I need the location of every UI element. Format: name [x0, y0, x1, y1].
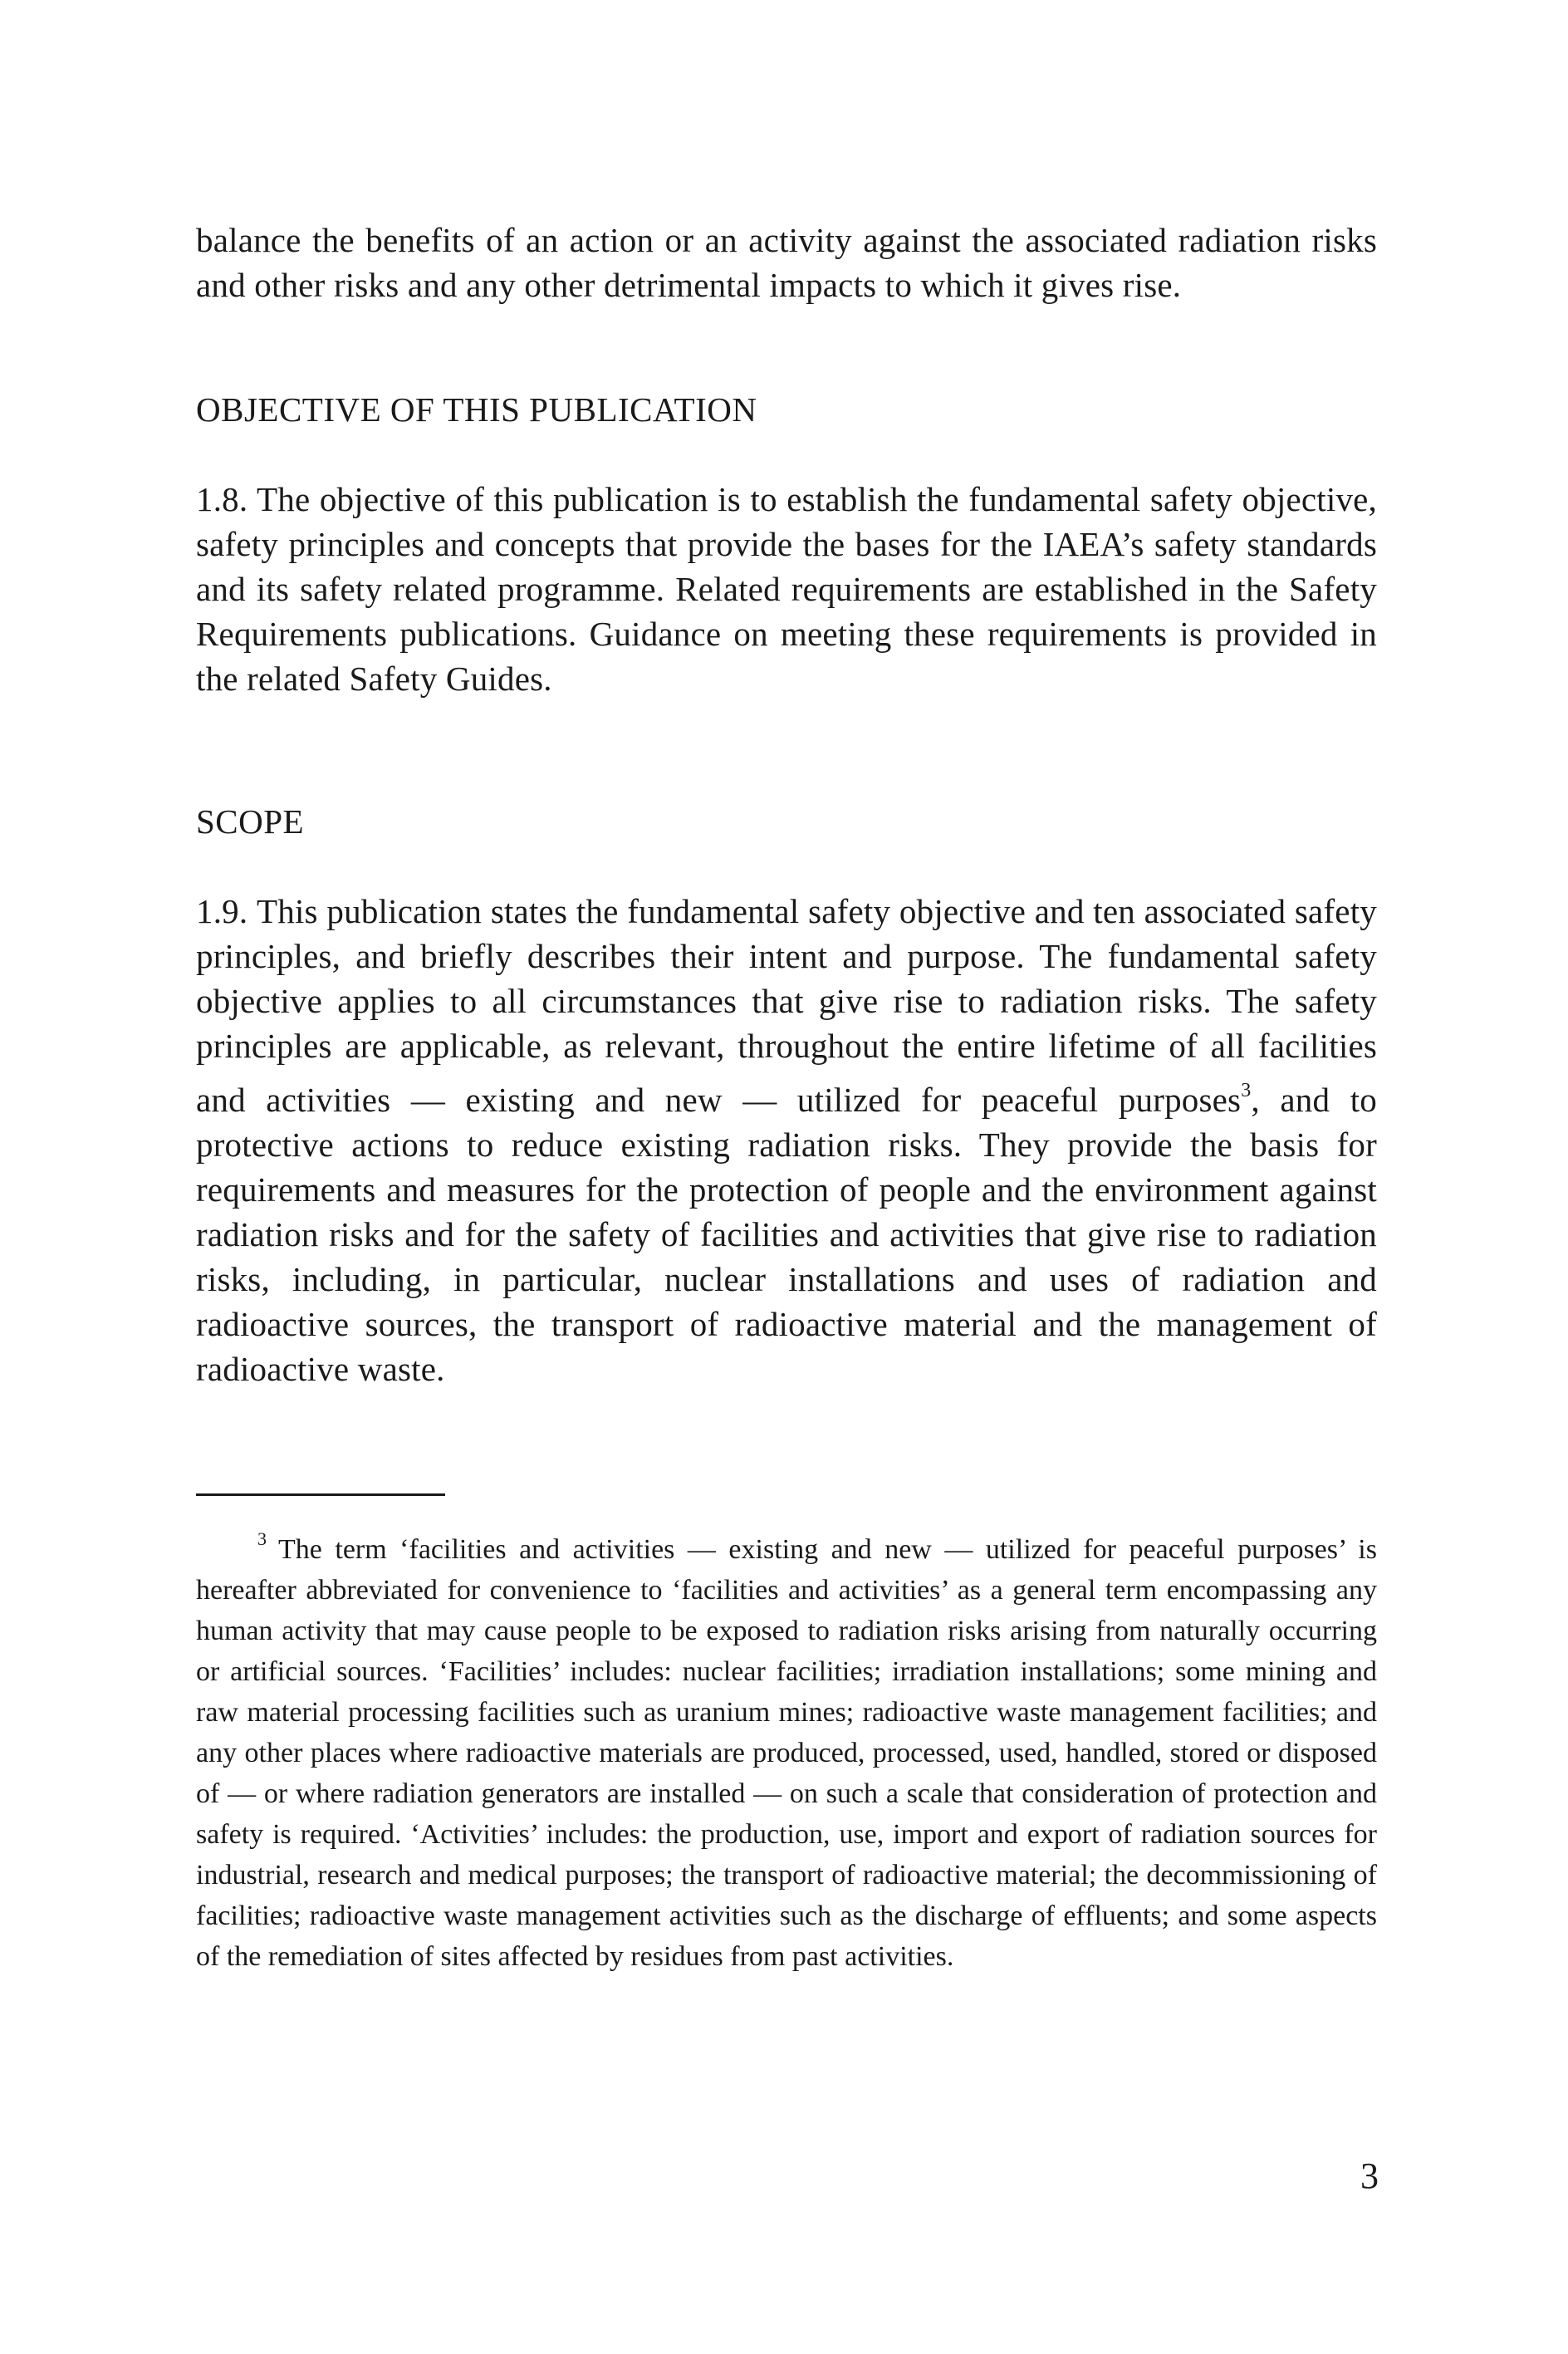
section-scope-paragraph-block	[196, 889, 1377, 1391]
footnote-divider	[196, 1493, 445, 1496]
section-objective-heading-block	[196, 387, 1377, 432]
footnote-3	[196, 1518, 1377, 1977]
intro-paragraph: balance the benefits of an action or an activity against the associated radiation risks and other risks and any other detrimental impacts to which it gives rise.	[196, 221, 1377, 304]
footnote-marker: 3	[257, 1528, 267, 1549]
paragraph-1-8	[196, 477, 1377, 701]
paragraph-number: 1.8.	[196, 480, 248, 518]
paragraph-text-part-2: , and to protective actions to reduce existing radiation risks. They provide the basis for requirements and measures for the protection of people and the environment against radiation risks and for the safety of facilities and activities that give rise to radiation risks, including, in particular, nuclear installations and uses of radiation and radioactive sources, the transport of radioactive material and the management of radioactive waste.	[196, 1081, 1377, 1388]
section-objective-paragraph-block	[196, 477, 1377, 701]
section-heading-objective: OBJECTIVE OF THIS PUBLICATION	[196, 390, 757, 429]
footnote-block	[196, 1518, 1377, 1977]
section-scope-heading-block	[196, 799, 1377, 844]
paragraph-text-part-1: This publication states the fundamental safety objective and ten associated safety principles, and briefly describes their intent and purpose. The fundamental safety objective applies to all circumstances that give rise to radiation risks. The safety principles are applicable, as relevant, throughout the entire lifetime of all facilities and activities — existing and new — utilized for peaceful purposes	[196, 892, 1377, 1119]
footnote-text: The term ‘facilities and activities — existing and new — utilized for peaceful purposes’ is hereafter abbreviated for convenience to ‘facilities and activities’ as a general term encompassing any human activity that may cause people to be exposed to radiation risks arising from naturally occurring or artificial sources. ‘Facilities’ includes: nuclear facilities; irradiation installations; some mining and raw material processing facilities such as uranium mines; radioactive waste management facilities; and any other places where radioactive materials are produced, processed, used, handled, stored or disposed of — or where radiation generators are installed — on such a scale that consideration of protection and safety is required. ‘Activities’ includes: the production, use, import and export of radiation sources for industrial, research and medical purposes; the transport of radioactive material; the decommissioning of facilities; radioactive waste management activities such as the discharge of effluents; and some aspects of the remediation of sites affected by residues from past activities.	[196, 1534, 1377, 1972]
section-heading-scope: SCOPE	[196, 802, 305, 841]
paragraph-1-9	[196, 889, 1377, 1391]
paragraph-text: The objective of this publication is to establish the fundamental safety objective, safety principles and concepts that provide the bases for the IAEA’s safety standards and its safety related programme. Related requirements are established in the Safety Requirements publications. Guidance on meeting these requirements is provided in the related Safety Guides.	[196, 480, 1377, 698]
footnote-reference-link[interactable]: 3	[1241, 1080, 1252, 1101]
page-number: 3	[1360, 2155, 1379, 2196]
intro-paragraph-block	[196, 218, 1377, 307]
paragraph-number: 1.9.	[196, 892, 248, 930]
